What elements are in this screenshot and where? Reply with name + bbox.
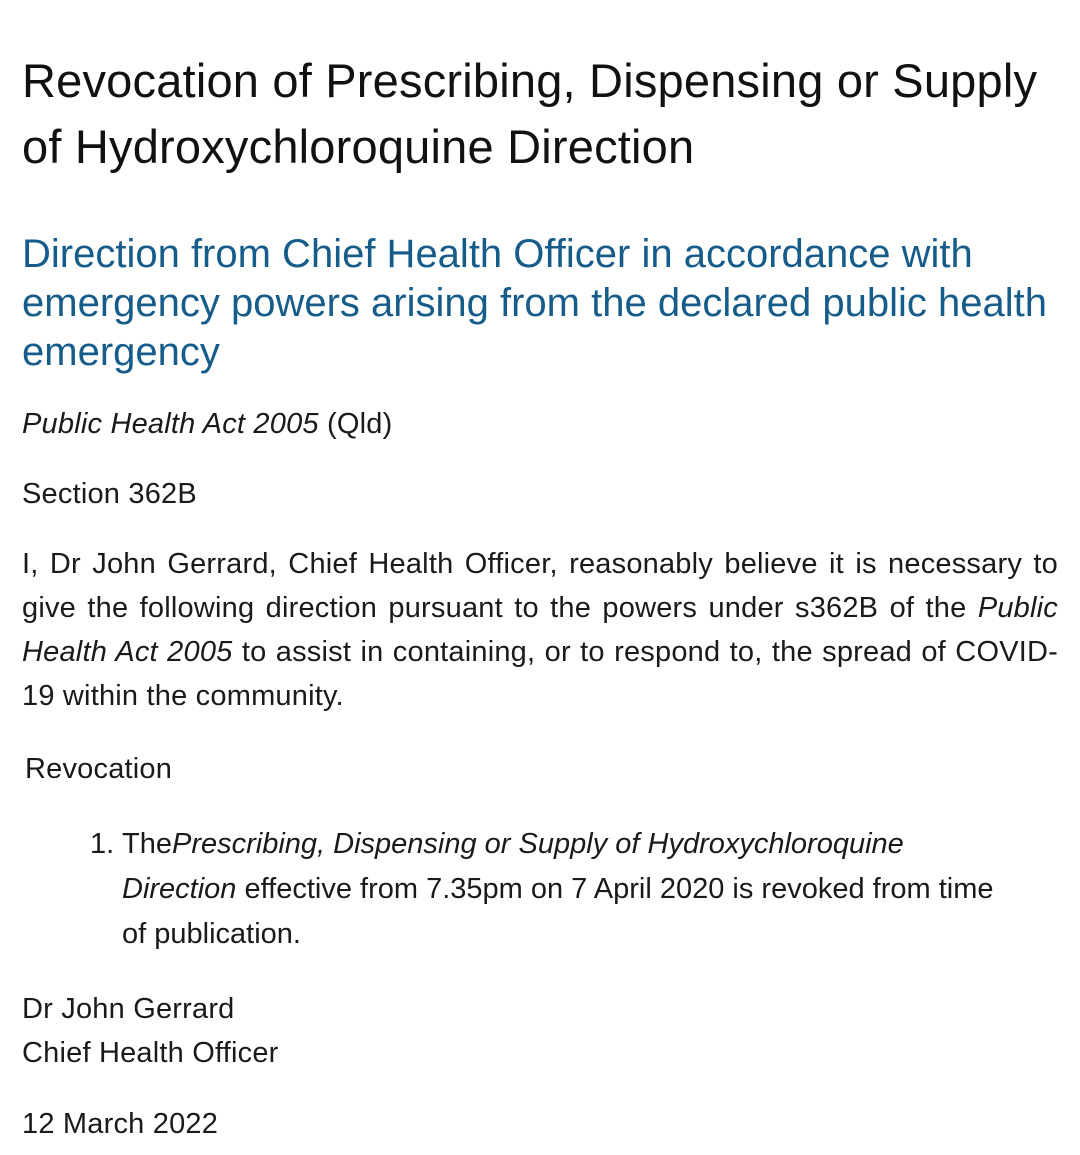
signatory-role: Chief Health Officer <box>22 1037 279 1069</box>
intro-paragraph <box>22 542 1058 718</box>
intro-act-name: Public Health Act 2005 <box>22 592 1058 668</box>
page-title: Revocation of Prescribing, Dispensing or Supply of Hydroxychloroquine Direction <box>22 54 1038 173</box>
signatory-name: Dr John Gerrard <box>22 993 235 1025</box>
revocation-heading: Revocation <box>25 753 173 785</box>
act-name: Public Health Act 2005 <box>22 408 319 440</box>
list-item-suffix: effective from 7.35pm on 7 April 2020 is revoked from time of publication. <box>122 873 994 950</box>
act-jurisdiction: (Qld) <box>318 408 393 440</box>
revocation-list <box>90 822 1010 957</box>
list-item <box>90 822 1010 957</box>
act-citation <box>22 402 392 446</box>
list-item-number: 1. <box>90 828 115 860</box>
section-reference: Section 362B <box>22 478 197 510</box>
page-subtitle: Direction from Chief Health Officer in accordance with emergency powers arising from the declared public health emergency <box>22 232 1047 374</box>
list-item-prefix: The <box>122 828 172 860</box>
intro-text-part1: I, Dr John Gerrard, Chief Health Officer, reasonably believe it is necessary to give the following direction pursuant to the powers under s362B of the <box>22 548 1058 624</box>
document-date: 12 March 2022 <box>22 1108 219 1140</box>
signature-block <box>22 987 279 1075</box>
revoked-direction-name: Prescribing, Dispensing or Supply of Hydroxychloroquine Direction <box>122 828 904 905</box>
intro-text-part2: to assist in containing, or to respond to, the spread of COVID-19 within the community. <box>22 636 1059 712</box>
